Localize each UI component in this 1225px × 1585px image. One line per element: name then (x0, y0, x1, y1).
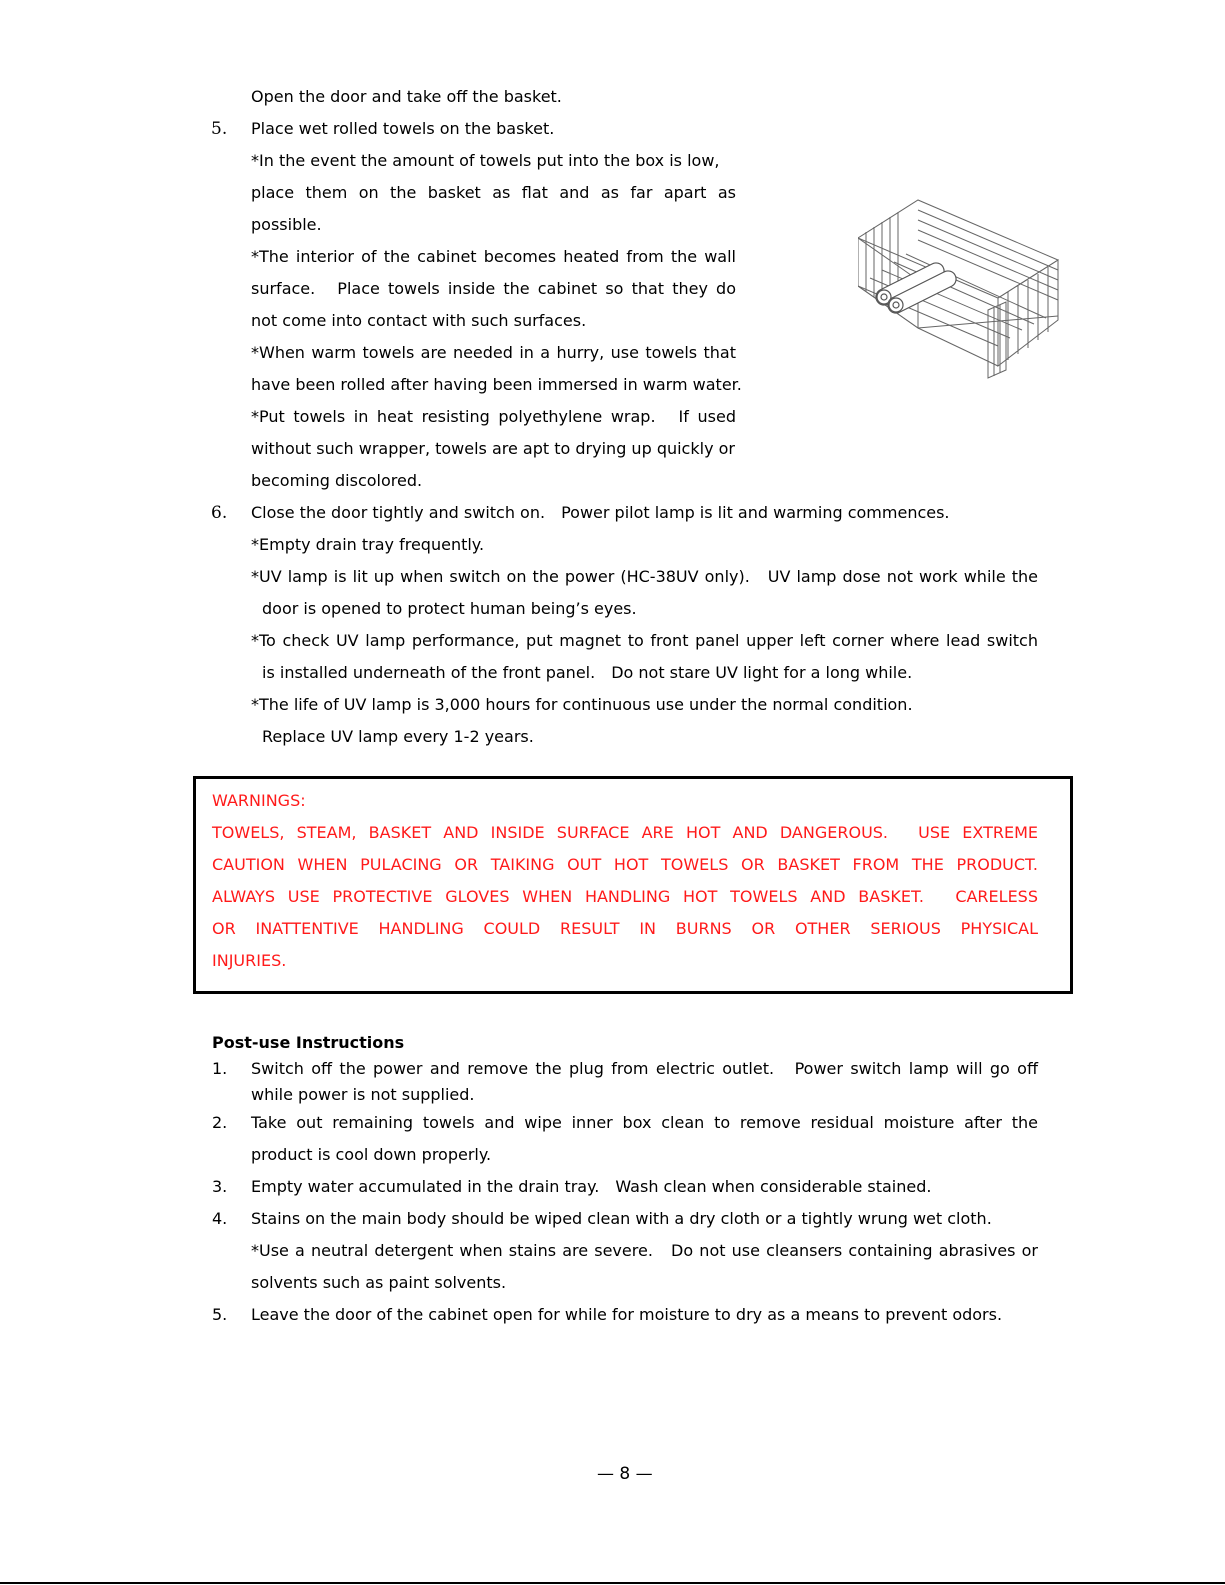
post-use-item-line: Leave the door of the cabinet open for while for moisture to dry as a means to prevent odors. (251, 1305, 1003, 1324)
step-5-note: without such wrapper, towels are apt to drying up quickly or (251, 439, 735, 458)
post-use-item-line: *Use a neutral detergent when stains are severe. Do not use cleansers containing abrasives or (251, 1241, 1039, 1260)
post-use-item-number: 3. (212, 1177, 228, 1196)
post-use-item-line: Stains on the main body should be wiped clean with a dry cloth or a tightly wrung wet cloth. (251, 1209, 992, 1228)
step-5-number: 5. (211, 119, 228, 139)
warning-line: INJURIES. (212, 951, 287, 970)
warning-box (193, 776, 1073, 994)
warning-title: WARNINGS: (212, 791, 306, 810)
step-5-note: surface. Place towels inside the cabinet so that they do (251, 279, 736, 298)
step-6-note: door is opened to protect human being’s eyes. (262, 599, 637, 618)
step-5-note: place them on the basket as flat and as far apart as (251, 183, 736, 202)
step-6-note: is installed underneath of the front panel. Do not stare UV light for a long while. (262, 663, 913, 682)
step-5-note: *In the event the amount of towels put into the box is low, (251, 151, 720, 170)
step-6-note: *UV lamp is lit up when switch on the power (HC-38UV only). UV lamp dose not work while the (251, 567, 1038, 586)
step-5-note: *Put towels in heat resisting polyethylene wrap. If used (251, 407, 736, 426)
post-use-item-number: 4. (212, 1209, 228, 1228)
step-6-note: Replace UV lamp every 1-2 years. (262, 727, 534, 746)
warning-line: OR INATTENTIVE HANDLING COULD RESULT IN BURNS OR OTHER SERIOUS PHYSICAL (212, 919, 1038, 938)
step-5-note: *The interior of the cabinet becomes heated from the wall (251, 247, 736, 266)
step-5-note: becoming discolored. (251, 471, 423, 490)
page-number: — 8 — (597, 1464, 653, 1484)
post-use-item-line: Empty water accumulated in the drain tray. Wash clean when considerable stained. (251, 1177, 932, 1196)
step-6-note: *To check UV lamp performance, put magnet to front panel upper left corner where lead switch (251, 631, 1038, 650)
post-use-item-line: Take out remaining towels and wipe inner box clean to remove residual moisture after the (251, 1113, 1038, 1132)
post-use-item-line: while power is not supplied. (251, 1085, 475, 1104)
step-6-text: Close the door tightly and switch on. Power pilot lamp is lit and warming commences. (251, 503, 950, 522)
bottom-rule (0, 1582, 1225, 1584)
post-use-item-number: 1. (212, 1059, 228, 1078)
step-5-note: have been rolled after having been immersed in warm water. (251, 375, 742, 394)
intro-text: Open the door and take off the basket. (251, 87, 562, 106)
step-6-note: *Empty drain tray frequently. (251, 535, 485, 554)
warning-line: TOWELS, STEAM, BASKET AND INSIDE SURFACE ARE HOT AND DANGEROUS. USE EXTREME (212, 823, 1038, 842)
post-use-item-line: Switch off the power and remove the plug from electric outlet. Power switch lamp will go off (251, 1059, 1038, 1078)
warning-line: CAUTION WHEN PULACING OR TAIKING OUT HOT TOWELS OR BASKET FROM THE PRODUCT. (212, 855, 1038, 874)
step-5-text: Place wet rolled towels on the basket. (251, 119, 555, 138)
wire-basket-icon (858, 198, 1068, 384)
post-use-item-line: solvents such as paint solvents. (251, 1273, 507, 1292)
step-6-note: *The life of UV lamp is 3,000 hours for continuous use under the normal condition. (251, 695, 913, 714)
post-use-item-number: 2. (212, 1113, 228, 1132)
step-5-note: *When warm towels are needed in a hurry, use towels that (251, 343, 736, 362)
post-use-item-number: 5. (212, 1305, 228, 1324)
basket-illustration (858, 198, 1068, 384)
step-5-note: not come into contact with such surfaces. (251, 311, 587, 330)
step-6-number: 6. (211, 503, 228, 523)
post-use-heading: Post-use Instructions (212, 1033, 405, 1052)
step-5-note: possible. (251, 215, 322, 234)
warning-line: ALWAYS USE PROTECTIVE GLOVES WHEN HANDLING HOT TOWELS AND BASKET. CARELESS (212, 887, 1038, 906)
post-use-item-line: product is cool down properly. (251, 1145, 492, 1164)
